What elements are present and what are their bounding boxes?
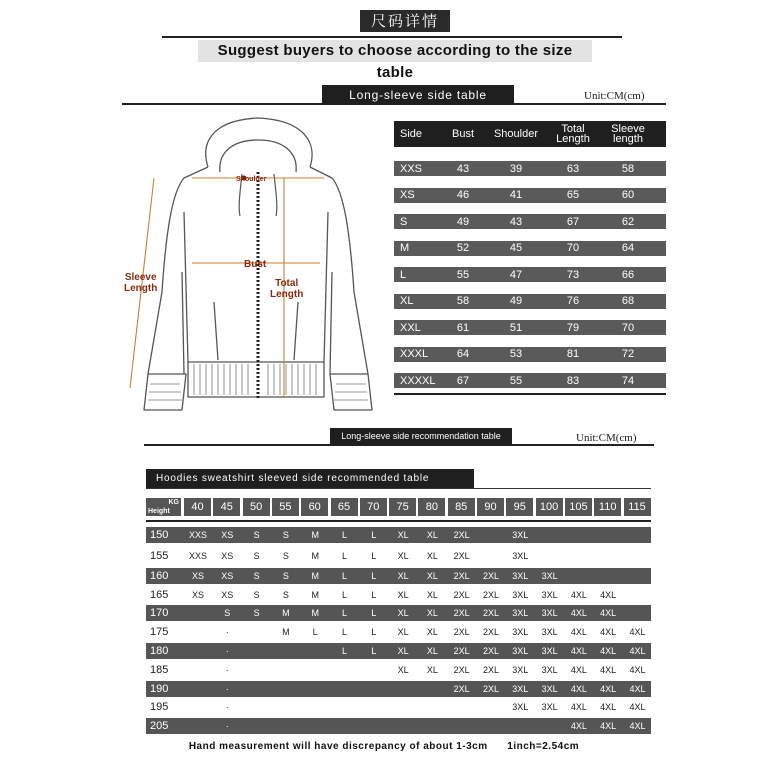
cell-sleeve-length: 66 (621, 268, 635, 281)
cell-shoulder: 41 (509, 189, 523, 201)
size-recommendation-cell: 3XL (512, 702, 529, 712)
size-recommendation-cell: XL (397, 530, 409, 540)
size-recommendation-cell: XS (191, 571, 204, 581)
size-recommendation-cell: XL (397, 608, 409, 618)
size-recommendation-cell: XL (397, 646, 409, 656)
cell-bust: 64 (456, 348, 470, 360)
cell-shoulder: 45 (509, 242, 523, 254)
size-recommendation-cell: 4XL (600, 721, 617, 731)
size-recommendation-cell: 3XL (512, 646, 529, 656)
size-recommendation-cell: XS (221, 571, 234, 581)
size-recommendation-cell: L (371, 551, 377, 561)
cell-bust: 52 (456, 242, 470, 254)
size-recommendation-cell: 3XL (512, 590, 529, 600)
cell-total-length: 83 (566, 374, 580, 387)
size-recommendation-cell: 3XL (541, 608, 558, 618)
size-recommendation-cell: S (282, 590, 289, 600)
size-recommendation-cell: 4XL (600, 608, 617, 618)
size-recommendation-cell: 3XL (512, 551, 529, 561)
weight-header-cell: 95 (506, 498, 533, 516)
cell-bust: 55 (456, 268, 470, 281)
size-row (394, 347, 666, 362)
size-recommendation-cell: 4XL (629, 665, 646, 675)
cell-sleeve-length: 60 (621, 189, 635, 201)
size-recommendation-cell: 4XL (600, 702, 617, 712)
size-recommendation-cell: L (341, 646, 347, 656)
unit-label: Unit:CM(cm) (576, 432, 637, 444)
cell-sleeve-length: 64 (621, 242, 635, 254)
divider (146, 520, 651, 522)
footer-note: Hand measurement will have discrepancy of about 1-3cm 1inch=2.54cm (188, 741, 580, 752)
size-recommendation-cell: 2XL (482, 646, 499, 656)
size-recommendation-cell: · (225, 702, 229, 712)
recommendation-row (146, 699, 651, 715)
cell-size: S (400, 215, 408, 228)
size-recommendation-cell: 3XL (512, 530, 529, 540)
height-value: 205 (150, 720, 169, 732)
weight-header-cell: 80 (418, 498, 445, 516)
divider (146, 488, 651, 489)
size-recommendation-cell: 2XL (482, 684, 499, 694)
sleeve-length-label: Sleeve Length (124, 272, 158, 294)
recommendation-row (146, 605, 651, 621)
size-recommendation-cell: 3XL (541, 571, 558, 581)
size-recommendation-cell: 4XL (570, 627, 587, 637)
size-recommendation-cell: XL (397, 590, 409, 600)
size-recommendation-cell: 2XL (482, 590, 499, 600)
recommendation-row (146, 681, 651, 697)
size-row (394, 161, 666, 176)
size-recommendation-cell: 2XL (453, 551, 470, 561)
bust-label: Bust (244, 259, 267, 270)
size-recommendation-cell: 4XL (600, 627, 617, 637)
shoulder-label: Shoulder (236, 176, 267, 183)
size-recommendation-cell: L (341, 571, 347, 581)
height-value: 160 (150, 570, 169, 582)
section-label-recommendation: Long-sleeve side recommendation table (330, 428, 512, 445)
size-recommendation-cell: 4XL (629, 627, 646, 637)
cell-sleeve-length: 72 (621, 348, 635, 360)
cell-size: XS (400, 189, 415, 201)
size-recommendation-cell: 3XL (512, 627, 529, 637)
size-recommendation-cell: S (253, 590, 260, 600)
header-shoulder: Shoulder (493, 128, 539, 140)
size-recommendation-cell: XXS (188, 530, 207, 540)
size-recommendation-cell: 2XL (453, 627, 470, 637)
weight-header-cell: 115 (624, 498, 651, 516)
size-recommendation-cell: 2XL (482, 608, 499, 618)
cell-size: XXS (400, 162, 423, 175)
weight-header-cell: 55 (272, 498, 299, 516)
cell-sleeve-length: 74 (621, 374, 635, 387)
cell-size: XXL (400, 321, 421, 334)
size-recommendation-cell: M (311, 571, 319, 581)
cell-total-length: 67 (566, 215, 580, 228)
recommendation-row (146, 587, 651, 603)
size-recommendation-cell: 4XL (629, 646, 646, 656)
divider (394, 393, 666, 395)
size-recommendation-cell: XXS (188, 551, 207, 561)
weight-header-cell: 65 (331, 498, 358, 516)
cell-sleeve-length: 58 (621, 162, 635, 175)
height-value: 170 (150, 607, 169, 619)
recommendation-table-title: Hoodies sweatshirt sleeved side recommended table (146, 469, 474, 488)
size-row (394, 214, 666, 229)
size-recommendation-cell: L (341, 551, 347, 561)
divider (162, 36, 622, 38)
unit-label: Unit:CM(cm) (584, 90, 645, 102)
weight-header-cell: 50 (243, 498, 270, 516)
kg-label: KG (168, 499, 179, 506)
cell-shoulder: 53 (509, 348, 523, 360)
size-recommendation-cell: L (341, 590, 347, 600)
size-recommendation-cell: 3XL (512, 684, 529, 694)
size-row (394, 188, 666, 203)
cell-bust: 49 (456, 215, 470, 228)
cell-total-length: 65 (566, 189, 580, 201)
height-value: 150 (150, 529, 169, 541)
size-recommendation-cell: · (225, 721, 229, 731)
cell-bust: 67 (456, 374, 470, 387)
size-recommendation-cell: M (282, 608, 290, 618)
size-table-header (394, 121, 666, 147)
height-value: 190 (150, 683, 169, 695)
weight-header-cell: 85 (448, 498, 475, 516)
cell-size: L (400, 268, 407, 281)
header-bust: Bust (451, 128, 474, 140)
size-recommendation-cell: 3XL (512, 665, 529, 675)
size-recommendation-cell: L (341, 608, 347, 618)
size-recommendation-cell: 4XL (570, 702, 587, 712)
cell-shoulder: 55 (509, 374, 523, 387)
size-recommendation-cell: · (225, 684, 229, 694)
size-recommendation-cell: XS (191, 590, 204, 600)
header-sleeve-length: Sleeve length (611, 123, 645, 145)
cell-size: M (400, 242, 410, 254)
height-value: 195 (150, 701, 169, 713)
cell-shoulder: 47 (509, 268, 523, 281)
size-recommendation-cell: 4XL (600, 665, 617, 675)
size-recommendation-cell: · (225, 627, 229, 637)
cell-sleeve-length: 70 (621, 321, 635, 334)
size-recommendation-cell: 2XL (482, 571, 499, 581)
size-row (394, 241, 666, 256)
size-recommendation-cell: 4XL (629, 721, 646, 731)
size-recommendation-cell: 4XL (570, 721, 587, 731)
size-recommendation-cell: · (225, 665, 229, 675)
size-recommendation-cell: M (311, 608, 319, 618)
size-recommendation-cell: 2XL (453, 684, 470, 694)
size-recommendation-cell: 3XL (541, 646, 558, 656)
size-recommendation-cell: 4XL (570, 590, 587, 600)
cell-total-length: 73 (566, 268, 580, 281)
cell-total-length: 79 (566, 321, 580, 334)
size-recommendation-cell: 2XL (453, 571, 470, 581)
kg-height-corner (146, 498, 181, 516)
size-recommendation-cell: XL (426, 646, 438, 656)
size-recommendation-cell: 4XL (570, 608, 587, 618)
size-recommendation-cell: L (371, 608, 377, 618)
size-recommendation-cell: 2XL (453, 665, 470, 675)
size-recommendation-cell: XL (397, 571, 409, 581)
size-recommendation-cell: S (282, 551, 289, 561)
size-recommendation-cell: S (253, 571, 260, 581)
height-value: 155 (150, 550, 169, 562)
header-side: Side (400, 128, 423, 140)
recommendation-row (146, 624, 651, 640)
size-recommendation-cell: XL (426, 590, 438, 600)
weight-header-cell: 105 (565, 498, 592, 516)
size-recommendation-cell: L (371, 627, 377, 637)
cell-bust: 46 (456, 189, 470, 201)
size-recommendation-cell: 2XL (453, 530, 470, 540)
size-recommendation-cell: XL (426, 530, 438, 540)
size-recommendation-cell: 3XL (541, 684, 558, 694)
size-recommendation-cell: XS (221, 551, 234, 561)
height-value: 180 (150, 645, 169, 657)
recommendation-row (146, 527, 651, 543)
cell-shoulder: 49 (509, 295, 523, 307)
size-row (394, 373, 666, 388)
size-recommendation-cell: 4XL (629, 684, 646, 694)
cell-size: XL (400, 295, 414, 307)
weight-header-cell: 90 (477, 498, 504, 516)
size-recommendation-cell: L (341, 530, 347, 540)
size-recommendation-cell: 3XL (541, 627, 558, 637)
recommendation-row (146, 548, 651, 564)
size-recommendation-cell: 4XL (629, 702, 646, 712)
size-recommendation-cell: XL (426, 571, 438, 581)
size-recommendation-cell: 4XL (600, 684, 617, 694)
recommendation-row (146, 568, 651, 584)
subtitle-banner: Suggest buyers to choose according to the size table (198, 40, 592, 62)
size-recommendation-cell: L (371, 646, 377, 656)
size-recommendation-cell: L (371, 571, 377, 581)
header-total-length: Total Length (556, 123, 590, 145)
size-recommendation-cell: XL (426, 627, 438, 637)
size-recommendation-cell: L (371, 530, 377, 540)
cell-size: XXXXL (400, 374, 436, 387)
height-value: 185 (150, 664, 169, 676)
recommendation-row (146, 718, 651, 734)
size-recommendation-cell: M (311, 551, 319, 561)
weight-header-cell: 75 (389, 498, 416, 516)
height-value: 175 (150, 626, 169, 638)
size-recommendation-cell: 3XL (512, 571, 529, 581)
size-recommendation-cell: 4XL (570, 665, 587, 675)
size-recommendation-cell: L (371, 590, 377, 600)
height-label: Height (148, 508, 170, 515)
size-recommendation-cell: 2XL (453, 646, 470, 656)
size-row (394, 294, 666, 309)
size-recommendation-cell: XL (397, 665, 409, 675)
recommendation-row (146, 643, 651, 659)
cell-total-length: 76 (566, 295, 580, 307)
size-row (394, 320, 666, 335)
size-recommendation-cell: 2XL (453, 590, 470, 600)
cell-shoulder: 43 (509, 215, 523, 228)
size-recommendation-cell: S (253, 530, 260, 540)
size-recommendation-cell: 2XL (482, 665, 499, 675)
weight-header-cell: 110 (594, 498, 621, 516)
weight-header-cell: 60 (301, 498, 328, 516)
cell-total-length: 63 (566, 162, 580, 175)
size-recommendation-cell: M (311, 590, 319, 600)
size-recommendation-cell: S (282, 571, 289, 581)
size-recommendation-cell: 3XL (541, 702, 558, 712)
size-recommendation-cell: L (341, 627, 347, 637)
size-recommendation-cell: XS (221, 590, 234, 600)
size-recommendation-cell: L (312, 627, 318, 637)
section-label-size-table: Long-sleeve side table (322, 85, 514, 105)
height-value: 165 (150, 589, 169, 601)
size-recommendation-cell: 4XL (600, 590, 617, 600)
size-recommendation-cell: 3XL (541, 665, 558, 675)
size-recommendation-cell: 4XL (570, 684, 587, 694)
size-recommendation-cell: M (282, 627, 290, 637)
cell-total-length: 70 (566, 242, 580, 254)
size-recommendation-cell: 4XL (570, 646, 587, 656)
size-row (394, 267, 666, 282)
cell-bust: 58 (456, 295, 470, 307)
cell-sleeve-length: 68 (621, 295, 635, 307)
cell-size: XXXL (400, 348, 429, 360)
size-recommendation-cell: 3XL (512, 608, 529, 618)
cell-bust: 43 (456, 162, 470, 175)
weight-header-cell: 40 (184, 498, 211, 516)
page-title-cn: 尺码详情 (360, 10, 450, 32)
weight-header-cell: 70 (360, 498, 387, 516)
size-recommendation-cell: S (224, 608, 231, 618)
size-recommendation-cell: XL (397, 551, 409, 561)
cell-sleeve-length: 62 (621, 215, 635, 228)
weight-header-cell: 100 (536, 498, 563, 516)
size-recommendation-cell: XL (426, 665, 438, 675)
size-recommendation-cell: 2XL (453, 608, 470, 618)
cell-shoulder: 39 (509, 162, 523, 175)
total-length-label: Total Length (270, 278, 304, 300)
cell-shoulder: 51 (509, 321, 523, 334)
size-recommendation-cell: XL (426, 608, 438, 618)
size-recommendation-cell: 2XL (482, 627, 499, 637)
cell-total-length: 81 (566, 348, 580, 360)
size-recommendation-cell: S (282, 530, 289, 540)
weight-header-cell: 45 (213, 498, 240, 516)
size-recommendation-cell: XL (397, 627, 409, 637)
size-recommendation-cell: 3XL (541, 590, 558, 600)
size-recommendation-cell: M (311, 530, 319, 540)
size-recommendation-cell: 4XL (600, 646, 617, 656)
size-recommendation-cell: · (225, 646, 229, 656)
size-recommendation-cell: XS (221, 530, 234, 540)
recommendation-row (146, 662, 651, 678)
size-recommendation-cell: S (253, 608, 260, 618)
cell-bust: 61 (456, 321, 470, 334)
size-recommendation-cell: XL (426, 551, 438, 561)
size-recommendation-cell: S (253, 551, 260, 561)
